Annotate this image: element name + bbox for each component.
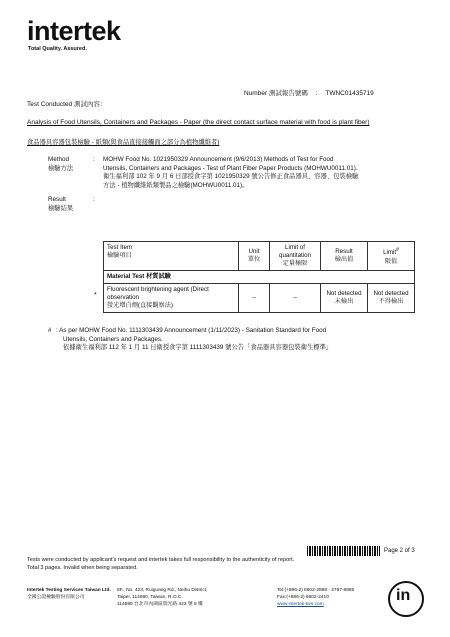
method-label-zh: 檢驗方法 bbox=[48, 164, 74, 172]
method-text bbox=[103, 156, 423, 190]
company-name-en: Intertek Testing Services Taiwan Ltd. bbox=[27, 588, 111, 593]
header-test-item-en: Test Item bbox=[107, 244, 133, 251]
table-header-row bbox=[104, 242, 415, 271]
header-unit-zh: 單位 bbox=[247, 256, 261, 263]
row-result-en: Not detected bbox=[326, 290, 362, 297]
address-line-2: Taipei, 114690, Taiwan, R.O.C. bbox=[117, 595, 183, 600]
header-limit-text: Limit bbox=[383, 249, 397, 257]
row-test-item-zh: 螢光增白劑(直接觀察法) bbox=[107, 302, 173, 309]
footer-contact bbox=[277, 587, 354, 608]
result-label-en: Result bbox=[48, 196, 66, 203]
method-line-2: Utensils, Containers and Packages - Test of Plant Fiber Paper Products (MOHWU0011.01). bbox=[103, 164, 358, 172]
results-table bbox=[103, 241, 415, 313]
test-conducted-label: Test Conducted 測試內容： bbox=[27, 101, 107, 108]
analysis-title-en: Analysis of Food Utensils, Containers and Packages - Paper (the direct contact surface material with food is plant fiber) bbox=[27, 119, 370, 126]
header-limit-zh: 限值 bbox=[384, 257, 398, 265]
method-separator: : bbox=[93, 156, 95, 163]
header-limit-en bbox=[371, 246, 411, 257]
section-material-test: Material Test 材質試驗 bbox=[104, 271, 415, 284]
address-line-3: 114690 台北市內湖區瑞光路 423 號 8 樓 bbox=[117, 602, 203, 607]
disclaimer-line-1: Tests were conducted by applicant's request and intertek takes full responsibility to the authenticity of report. bbox=[27, 557, 295, 563]
note-marker: # bbox=[48, 327, 52, 334]
row-loq: -- bbox=[270, 284, 321, 313]
method-line-3: 衛生福利部 102 年 9 月 6 日部授食字第 1021950329 號公告修正食品器具、容器、包裝檢驗 bbox=[103, 173, 359, 180]
footer-company bbox=[27, 587, 111, 601]
method-label-en: Method bbox=[48, 156, 70, 163]
contact-tel: Tel:(+886-2) 6602-2888 · 2797-8885 bbox=[277, 588, 355, 593]
result-separator: : bbox=[93, 196, 95, 203]
row-limit-en: Not detected bbox=[373, 290, 409, 297]
header-unit bbox=[239, 242, 270, 271]
address-line-1: 8F., No. 423, Ruiguang Rd., Neihu District, bbox=[117, 588, 208, 593]
header-unit-en: Unit bbox=[248, 248, 260, 255]
row-limit-zh: 不得檢出 bbox=[378, 298, 404, 305]
note-line-1: : As per MOHW Food No. 1111303439 Announcement (1/11/2023) - Sanitation Standard for Food bbox=[56, 327, 327, 334]
footer-address bbox=[117, 587, 207, 608]
company-logo: intertek bbox=[27, 16, 121, 46]
header-result bbox=[321, 242, 368, 271]
header-loq-zh: 定量極限 bbox=[282, 260, 308, 267]
logo-tagline: Total Quality. Assured. bbox=[28, 46, 87, 52]
method-line-1: MOHW Food No. 1021950329 Announcement (9/6/2013) Methods of Test for Food bbox=[103, 156, 334, 163]
row-unit: -- bbox=[239, 284, 270, 313]
note-line-2: Utensils, Containers and Packages. bbox=[63, 335, 163, 343]
report-number-label: Number 測試報告號碼 bbox=[244, 90, 308, 97]
row-marker: * bbox=[94, 292, 97, 299]
section-row bbox=[104, 271, 415, 284]
method-label bbox=[48, 156, 73, 173]
header-result-en: Result bbox=[335, 248, 353, 255]
report-number-value: TWNC01435719 bbox=[325, 90, 374, 97]
header-loq-en: Limit of quantitation bbox=[279, 244, 311, 259]
barcode bbox=[307, 546, 380, 556]
row-result-zh: 未檢出 bbox=[334, 298, 354, 305]
website-link[interactable]: www.intertek-twn.com bbox=[277, 602, 324, 607]
disclaimer-line-2: Total 3 pages. Invalid when being separated. bbox=[27, 564, 138, 571]
page-indicator: Page 2 of 3 bbox=[384, 548, 415, 554]
analysis-title-zh: 食品器具容器包裝檢驗 - 紙類(與食品直接接觸面之部分為植物纖維者) bbox=[27, 139, 220, 146]
report-number-separator: : bbox=[315, 90, 318, 97]
table-row bbox=[104, 284, 415, 313]
method-line-4: 方法 - 植物纖維紙類製品之檢驗(MOHWU0011.01)。 bbox=[103, 181, 249, 189]
note-text bbox=[56, 327, 426, 353]
result-label bbox=[48, 196, 73, 213]
header-limit-sup: # bbox=[396, 247, 399, 254]
contact-fax: Fax:(+886-2) 6602-2410 bbox=[277, 595, 329, 600]
seal-glyph-icon: in bbox=[396, 587, 411, 604]
header-test-item bbox=[104, 242, 239, 271]
header-result-zh: 檢出值 bbox=[334, 256, 354, 263]
header-test-item-zh: 檢驗項目 bbox=[107, 252, 132, 259]
row-limit bbox=[368, 284, 415, 313]
header-loq bbox=[270, 242, 321, 271]
header-limit bbox=[368, 242, 415, 271]
footer-disclaimer bbox=[27, 557, 387, 572]
row-result bbox=[321, 284, 368, 313]
row-test-item-en: Fluorescent brightening agent (Direct observation bbox=[107, 286, 209, 301]
report-number bbox=[244, 88, 374, 97]
note-line-3: 依據衛生福利部 112 年 1 月 11 日衛授食字第 1111303439 號公告「食品器具容器包裝衛生標準」 bbox=[63, 344, 333, 351]
row-test-item bbox=[104, 284, 239, 313]
company-name-zh: 全國公證檢驗股份有限公司 bbox=[27, 595, 85, 600]
result-label-zh: 檢驗結果 bbox=[48, 204, 74, 212]
